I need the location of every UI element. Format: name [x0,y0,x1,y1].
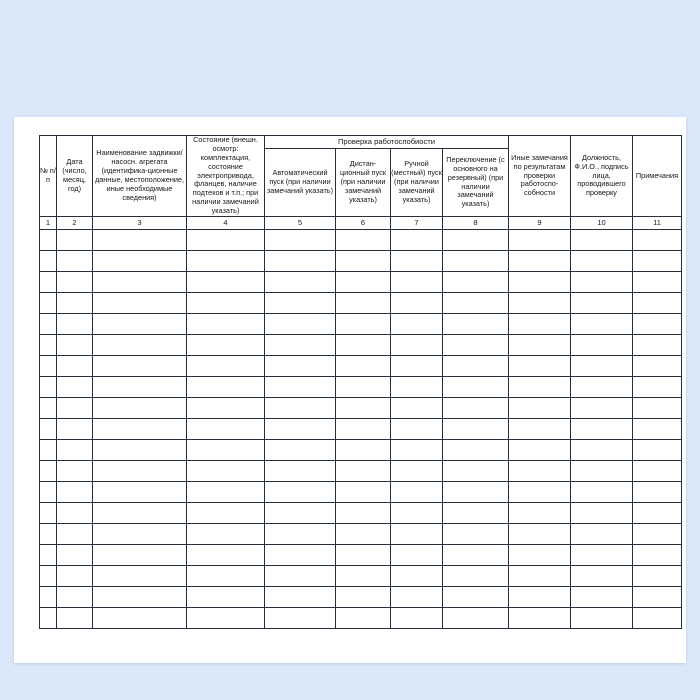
table-cell[interactable] [509,524,571,545]
table-row[interactable] [40,503,682,524]
table-cell[interactable] [633,419,682,440]
table-cell[interactable] [57,440,93,461]
table-cell[interactable] [571,482,633,503]
table-cell[interactable] [336,608,391,629]
table-cell[interactable] [187,272,265,293]
table-cell[interactable] [40,503,57,524]
table-cell[interactable] [443,314,509,335]
table-row[interactable] [40,524,682,545]
table-cell[interactable] [57,503,93,524]
table-cell[interactable] [633,335,682,356]
table-cell[interactable] [571,587,633,608]
column-number-row [40,217,682,230]
table-cell[interactable] [391,335,443,356]
header-group-performance-check: Проверка работоспобиости [265,136,509,149]
table-cell[interactable] [265,545,336,566]
table-cell[interactable] [391,482,443,503]
table-cell[interactable] [443,251,509,272]
header-cell-6: Дистан-ционный пуск (при наличии замечаний указать) [336,149,391,217]
table-cell[interactable] [391,398,443,419]
table-cell[interactable] [40,293,57,314]
table-cell[interactable] [93,524,187,545]
header-cell-1: № п/п [40,136,57,217]
table-cell[interactable] [93,566,187,587]
table-cell[interactable] [633,461,682,482]
table-cell[interactable] [93,314,187,335]
table-cell[interactable] [571,335,633,356]
table-cell[interactable] [443,377,509,398]
table-cell[interactable] [509,566,571,587]
table-cell[interactable] [40,566,57,587]
table-cell[interactable] [93,440,187,461]
table-cell[interactable] [443,524,509,545]
header-group-row [40,136,682,149]
table-cell[interactable] [265,356,336,377]
table-row[interactable] [40,230,682,251]
table-cell[interactable] [336,566,391,587]
table-cell[interactable] [93,293,187,314]
table-cell[interactable] [571,272,633,293]
table-cell[interactable] [391,293,443,314]
table-cell[interactable] [57,356,93,377]
table-cell[interactable] [57,377,93,398]
table-cell[interactable] [40,251,57,272]
table-cell[interactable] [509,398,571,419]
table-cell[interactable] [443,587,509,608]
table-cell[interactable] [633,503,682,524]
table-cell[interactable] [57,482,93,503]
table-cell[interactable] [633,230,682,251]
table-cell[interactable] [93,461,187,482]
table-cell[interactable] [336,503,391,524]
table-cell[interactable] [40,440,57,461]
table-cell[interactable] [509,440,571,461]
table-row[interactable] [40,461,682,482]
table-cell[interactable] [93,335,187,356]
table-cell[interactable] [633,293,682,314]
table-cell[interactable] [336,587,391,608]
table-cell[interactable] [391,440,443,461]
table-cell[interactable] [336,377,391,398]
table-cell[interactable] [571,251,633,272]
table-cell[interactable] [571,293,633,314]
table-cell[interactable] [571,356,633,377]
column-number: 8 [443,217,509,230]
table-cell[interactable] [336,398,391,419]
table-cell[interactable] [443,230,509,251]
table-cell[interactable] [40,356,57,377]
table-cell[interactable] [509,503,571,524]
table-cell[interactable] [443,482,509,503]
table-cell[interactable] [571,230,633,251]
table-cell[interactable] [509,230,571,251]
table-cell[interactable] [57,251,93,272]
table-cell[interactable] [509,545,571,566]
table-cell[interactable] [391,545,443,566]
table-cell[interactable] [571,398,633,419]
table-cell[interactable] [509,335,571,356]
table-cell[interactable] [40,545,57,566]
table-cell[interactable] [509,461,571,482]
table-cell[interactable] [509,377,571,398]
table-cell[interactable] [265,482,336,503]
table-cell[interactable] [57,230,93,251]
table-cell[interactable] [40,314,57,335]
table-cell[interactable] [57,608,93,629]
table-cell[interactable] [187,566,265,587]
table-row[interactable] [40,587,682,608]
table-cell[interactable] [391,524,443,545]
journal-table-container [39,135,679,629]
table-cell[interactable] [93,398,187,419]
table-cell[interactable] [443,419,509,440]
table-cell[interactable] [187,503,265,524]
table-row[interactable] [40,272,682,293]
table-cell[interactable] [391,503,443,524]
table-cell[interactable] [336,314,391,335]
column-number: 11 [633,217,682,230]
table-cell[interactable] [93,230,187,251]
table-cell[interactable] [336,272,391,293]
table-cell[interactable] [443,356,509,377]
table-cell[interactable] [633,545,682,566]
column-number: 3 [93,217,187,230]
table-cell[interactable] [93,356,187,377]
table-cell[interactable] [265,566,336,587]
table-cell[interactable] [633,314,682,335]
table-cell[interactable] [391,356,443,377]
table-cell[interactable] [40,419,57,440]
table-cell[interactable] [265,398,336,419]
table-cell[interactable] [93,545,187,566]
table-cell[interactable] [265,293,336,314]
journal-table [39,135,682,629]
table-cell[interactable] [40,398,57,419]
table-cell[interactable] [40,335,57,356]
table-cell[interactable] [391,419,443,440]
table-cell[interactable] [443,293,509,314]
table-cell[interactable] [443,503,509,524]
table-cell[interactable] [336,440,391,461]
table-cell[interactable] [571,461,633,482]
table-cell[interactable] [336,230,391,251]
table-cell[interactable] [57,293,93,314]
table-cell[interactable] [571,419,633,440]
table-cell[interactable] [57,419,93,440]
table-cell[interactable] [336,524,391,545]
table-cell[interactable] [93,482,187,503]
table-cell[interactable] [40,377,57,398]
table-cell[interactable] [265,230,336,251]
table-cell[interactable] [265,314,336,335]
table-row[interactable] [40,314,682,335]
table-cell[interactable] [336,461,391,482]
table-cell[interactable] [265,251,336,272]
table-cell[interactable] [187,482,265,503]
table-row[interactable] [40,545,682,566]
paper-sheet [14,117,686,663]
header-cell-8: Переключение (с основного на резервный) (при наличии замечаний указать) [443,149,509,217]
table-cell[interactable] [336,335,391,356]
table-cell[interactable] [265,272,336,293]
table-cell[interactable] [187,608,265,629]
table-cell[interactable] [509,419,571,440]
table-cell[interactable] [633,377,682,398]
header-cell-4: Состояние (внешн. осмотр: комплектация, состояние электропривода, фланцев, наличие подтеков и т.п.; при наличии замечаний указать) [187,136,265,217]
table-cell[interactable] [336,293,391,314]
table-cell[interactable] [57,398,93,419]
table-cell[interactable] [187,377,265,398]
table-cell[interactable] [571,503,633,524]
table-row[interactable] [40,419,682,440]
table-cell[interactable] [265,335,336,356]
table-cell[interactable] [40,524,57,545]
header-cell-10: Должность, Ф.И.О., подпись лица, проводившего проверку [571,136,633,217]
table-cell[interactable] [187,314,265,335]
table-cell[interactable] [633,356,682,377]
table-cell[interactable] [443,608,509,629]
table-cell[interactable] [633,608,682,629]
header-cell-3: Наименование задвижки/ насосн. агрегата (идентифика-ционные данные, местоположение, иные необходимые сведения) [93,136,187,217]
table-cell[interactable] [187,356,265,377]
table-cell[interactable] [93,419,187,440]
table-cell[interactable] [391,461,443,482]
table-cell[interactable] [443,545,509,566]
table-cell[interactable] [391,230,443,251]
table-cell[interactable] [187,230,265,251]
table-cell[interactable] [265,608,336,629]
table-cell[interactable] [93,377,187,398]
table-row[interactable] [40,566,682,587]
table-cell[interactable] [443,272,509,293]
table-cell[interactable] [509,293,571,314]
table-cell[interactable] [40,482,57,503]
header-cell-11: Примечания [633,136,682,217]
table-cell[interactable] [336,251,391,272]
table-cell[interactable] [187,461,265,482]
table-row[interactable] [40,608,682,629]
header-cell-2: Дата (число, месяц, год) [57,136,93,217]
column-number: 2 [57,217,93,230]
table-cell[interactable] [509,482,571,503]
table-row[interactable] [40,356,682,377]
table-cell[interactable] [633,482,682,503]
table-cell[interactable] [93,251,187,272]
table-cell[interactable] [93,608,187,629]
table-row[interactable] [40,293,682,314]
table-cell[interactable] [187,293,265,314]
table-cell[interactable] [509,608,571,629]
table-cell[interactable] [633,440,682,461]
column-number: 7 [391,217,443,230]
table-cell[interactable] [187,419,265,440]
table-cell[interactable] [509,314,571,335]
table-cell[interactable] [93,272,187,293]
table-row[interactable] [40,251,682,272]
column-number: 4 [187,217,265,230]
table-cell[interactable] [40,461,57,482]
table-cell[interactable] [336,545,391,566]
table-cell[interactable] [40,272,57,293]
column-number: 1 [40,217,57,230]
table-cell[interactable] [571,566,633,587]
table-row[interactable] [40,377,682,398]
table-row[interactable] [40,398,682,419]
table-body [40,230,682,629]
table-cell[interactable] [509,251,571,272]
table-cell[interactable] [571,440,633,461]
table-cell[interactable] [265,524,336,545]
column-number: 5 [265,217,336,230]
table-cell[interactable] [187,587,265,608]
table-cell[interactable] [57,566,93,587]
table-row[interactable] [40,440,682,461]
table-cell[interactable] [187,251,265,272]
table-cell[interactable] [391,377,443,398]
table-cell[interactable] [187,524,265,545]
header-cell-9: Иные замечания по результатам проверки работоспо-собности [509,136,571,217]
table-cell[interactable] [391,314,443,335]
table-cell[interactable] [336,356,391,377]
table-cell[interactable] [57,461,93,482]
table-cell[interactable] [265,587,336,608]
table-cell[interactable] [391,251,443,272]
table-cell[interactable] [265,377,336,398]
column-number: 10 [571,217,633,230]
table-cell[interactable] [40,230,57,251]
table-cell[interactable] [509,272,571,293]
table-cell[interactable] [509,356,571,377]
table-cell[interactable] [57,335,93,356]
header-cell-5: Автоматический пуск (при наличии замечаний указать) [265,149,336,217]
table-cell[interactable] [443,398,509,419]
table-cell[interactable] [633,566,682,587]
table-cell[interactable] [265,440,336,461]
table-row[interactable] [40,335,682,356]
table-cell[interactable] [633,524,682,545]
table-cell[interactable] [443,566,509,587]
table-cell[interactable] [571,608,633,629]
table-cell[interactable] [187,398,265,419]
table-cell[interactable] [93,587,187,608]
table-cell[interactable] [571,545,633,566]
table-cell[interactable] [571,524,633,545]
table-cell[interactable] [93,503,187,524]
table-cell[interactable] [391,608,443,629]
table-cell[interactable] [187,440,265,461]
table-cell[interactable] [443,335,509,356]
table-cell[interactable] [57,272,93,293]
table-cell[interactable] [509,587,571,608]
table-cell[interactable] [187,335,265,356]
table-cell[interactable] [265,419,336,440]
table-cell[interactable] [336,419,391,440]
table-cell[interactable] [391,566,443,587]
table-cell[interactable] [336,482,391,503]
table-cell[interactable] [40,587,57,608]
table-cell[interactable] [633,272,682,293]
table-cell[interactable] [633,251,682,272]
table-cell[interactable] [57,587,93,608]
table-cell[interactable] [187,545,265,566]
table-cell[interactable] [265,503,336,524]
table-cell[interactable] [57,524,93,545]
table-cell[interactable] [633,587,682,608]
table-cell[interactable] [40,608,57,629]
column-number: 9 [509,217,571,230]
table-cell[interactable] [265,461,336,482]
table-cell[interactable] [443,461,509,482]
table-header [40,136,682,230]
table-cell[interactable] [633,398,682,419]
table-cell[interactable] [57,545,93,566]
column-number: 6 [336,217,391,230]
header-cell-7: Ручной (местный) пуск (при наличии замечаний указать) [391,149,443,217]
table-cell[interactable] [391,587,443,608]
table-cell[interactable] [57,314,93,335]
table-cell[interactable] [443,440,509,461]
table-cell[interactable] [571,314,633,335]
table-cell[interactable] [391,272,443,293]
table-cell[interactable] [571,377,633,398]
table-row[interactable] [40,482,682,503]
